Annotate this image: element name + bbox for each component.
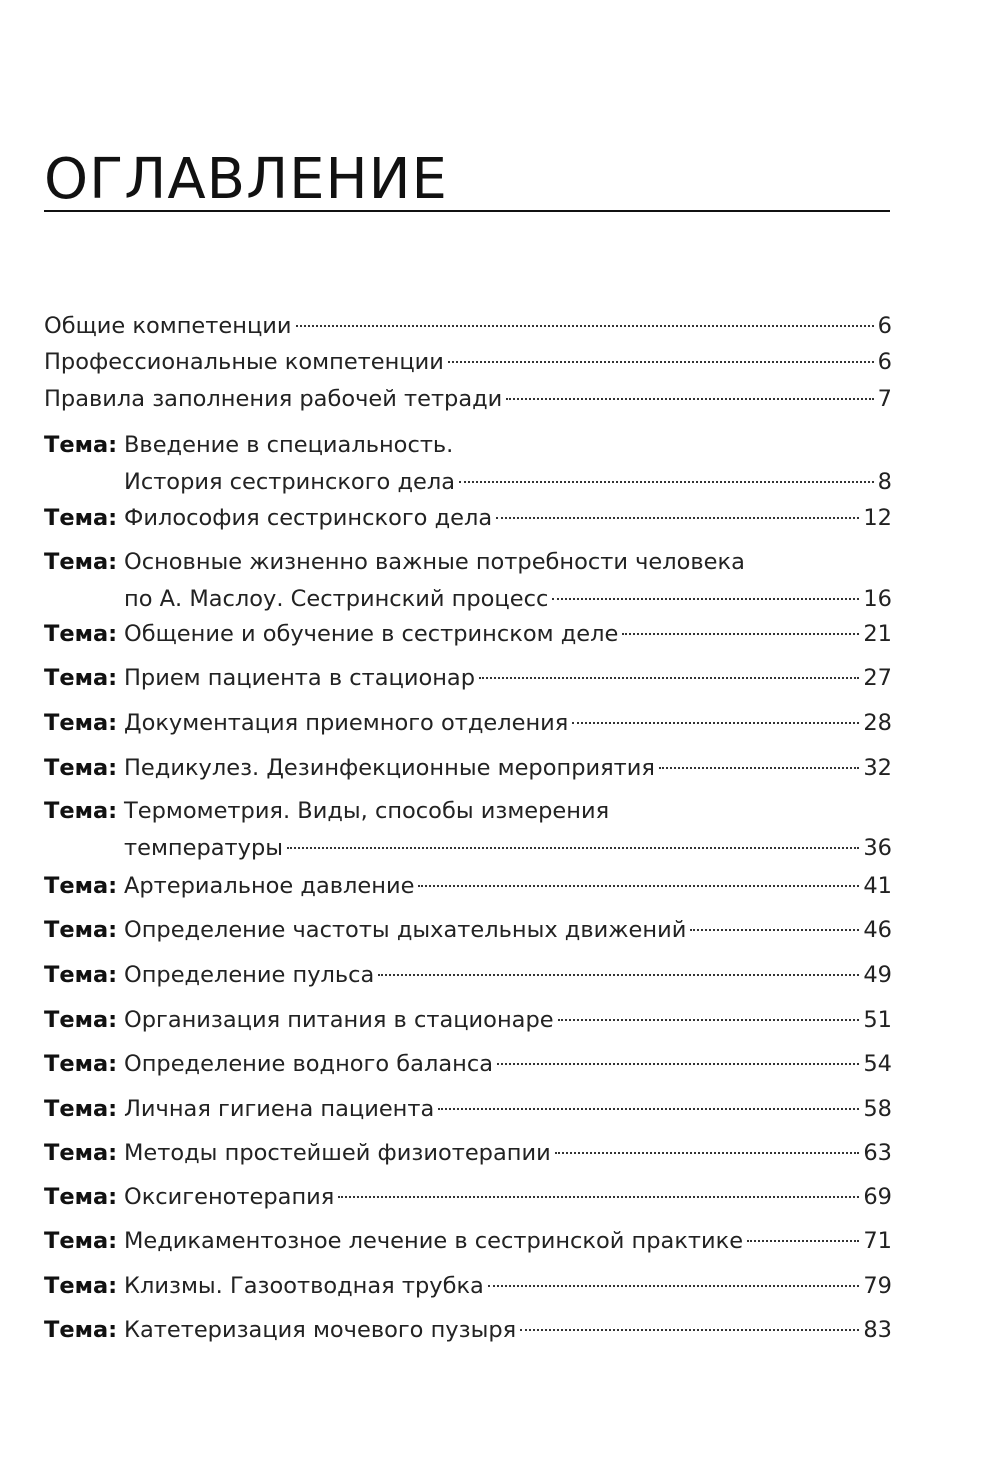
topic-label: Тема: <box>44 549 118 575</box>
toc-page-number: 63 <box>863 1140 892 1166</box>
toc-entry-title: Организация питания в стационаре <box>124 1007 554 1033</box>
toc-entry-title: Общие компетенции <box>44 313 292 339</box>
toc-page-number: 69 <box>863 1184 892 1210</box>
toc-page-number: 28 <box>863 710 892 736</box>
toc-page-number: 71 <box>863 1228 892 1254</box>
toc-entry-topic[interactable] <box>44 864 892 909</box>
toc-page-number: 79 <box>863 1273 892 1299</box>
toc-page-number: 32 <box>863 755 892 781</box>
toc-entry-title: Термометрия. Виды, способы измерения <box>124 798 610 824</box>
topic-label: Тема: <box>44 1317 118 1343</box>
dot-leader <box>690 928 859 931</box>
topic-label: Тема: <box>44 505 118 531</box>
toc-page-number: 49 <box>863 962 892 988</box>
toc-page-number: 46 <box>863 917 892 943</box>
toc-entry-title: Оксигенотерапия <box>124 1184 335 1210</box>
toc-entry-title-continued: температуры <box>124 835 284 861</box>
toc-entry-topic[interactable] <box>44 1175 892 1220</box>
topic-label: Тема: <box>44 755 118 781</box>
toc-entry-title: Определение водного баланса <box>124 1051 493 1077</box>
toc-entry-topic[interactable] <box>44 543 892 618</box>
dot-leader <box>296 324 874 327</box>
toc-entry-topic[interactable] <box>44 1308 892 1353</box>
dot-leader <box>488 1284 860 1287</box>
toc-page-number: 51 <box>863 1007 892 1033</box>
toc-entry-title-continued: по А. Маслоу. Сестринский процесс <box>124 586 549 612</box>
toc-entry-title: Введение в специальность. <box>124 432 454 458</box>
toc-entry-topic[interactable] <box>44 998 892 1043</box>
toc-entry-title: Педикулез. Дезинфекционные мероприятия <box>124 755 655 781</box>
dot-leader <box>659 766 859 769</box>
topic-label: Тема: <box>44 1051 118 1077</box>
toc-entry-topic[interactable] <box>44 908 892 953</box>
dot-leader <box>506 397 873 400</box>
topic-label: Тема: <box>44 1273 118 1299</box>
toc-page-number: 21 <box>863 621 892 647</box>
toc-entry-title: Общение и обучение в сестринском деле <box>124 621 619 647</box>
toc-entry-topic[interactable] <box>44 1131 892 1176</box>
toc-entry-topic[interactable] <box>44 612 892 657</box>
toc-entry-title: Основные жизненно важные потребности человека <box>124 549 745 575</box>
toc-entry-topic[interactable] <box>44 656 892 701</box>
topic-label: Тема: <box>44 710 118 736</box>
toc-entry-topic[interactable] <box>44 1264 892 1309</box>
topic-label: Тема: <box>44 1228 118 1254</box>
toc-entry-title: Документация приемного отделения <box>124 710 569 736</box>
toc-page-number: 8 <box>877 469 892 495</box>
toc-entry-title: Катетеризация мочевого пузыря <box>124 1317 517 1343</box>
dot-leader <box>438 1107 859 1110</box>
dot-leader <box>558 1018 860 1021</box>
toc-entry-title: Правила заполнения рабочей тетради <box>44 386 503 412</box>
toc-entry-topic[interactable] <box>44 1042 892 1087</box>
dot-leader <box>747 1239 859 1242</box>
page-title: ОГЛАВЛЕНИЕ <box>44 147 448 212</box>
dot-leader <box>418 884 859 887</box>
toc-entry-title: Методы простейшей физиотерапии <box>124 1140 551 1166</box>
topic-label: Тема: <box>44 621 118 647</box>
dot-leader <box>287 846 859 849</box>
dot-leader <box>552 597 859 600</box>
toc-page-number: 58 <box>863 1096 892 1122</box>
toc-page-number: 54 <box>863 1051 892 1077</box>
toc-entry-title: Прием пациента в стационар <box>124 665 475 691</box>
toc-entry-title: Личная гигиена пациента <box>124 1096 435 1122</box>
toc-page-number: 41 <box>863 873 892 899</box>
toc-entry-title: Определение частоты дыхательных движений <box>124 917 687 943</box>
toc-entry-topic[interactable] <box>44 496 892 541</box>
toc-page-number: 27 <box>863 665 892 691</box>
topic-label: Тема: <box>44 1140 118 1166</box>
toc-page-number: 6 <box>877 349 892 375</box>
topic-label: Тема: <box>44 798 118 824</box>
toc-page-number: 16 <box>863 586 892 612</box>
topic-label: Тема: <box>44 1096 118 1122</box>
dot-leader <box>378 973 859 976</box>
dot-leader <box>448 360 874 363</box>
toc-entry-title: Артериальное давление <box>124 873 415 899</box>
toc-entry-topic[interactable] <box>44 1087 892 1132</box>
dot-leader <box>520 1328 859 1331</box>
toc-entry-title: Клизмы. Газоотводная трубка <box>124 1273 484 1299</box>
toc-entry-title: Определение пульса <box>124 962 375 988</box>
dot-leader <box>338 1195 859 1198</box>
toc-entry-workbook-rules[interactable] <box>44 377 892 422</box>
toc-page-number: 36 <box>863 835 892 861</box>
toc-entry-topic[interactable] <box>44 746 892 791</box>
toc-entry-topic[interactable] <box>44 953 892 998</box>
topic-label: Тема: <box>44 1184 118 1210</box>
toc-entry-topic[interactable] <box>44 1219 892 1264</box>
dot-leader <box>622 632 859 635</box>
toc-entry-title: Философия сестринского дела <box>124 505 493 531</box>
toc-page-number: 6 <box>877 313 892 339</box>
dot-leader <box>479 676 859 679</box>
dot-leader <box>459 480 874 483</box>
toc-entry-title: Профессиональные компетенции <box>44 349 444 375</box>
toc-entry-title-continued: История сестринского дела <box>124 469 456 495</box>
topic-label: Тема: <box>44 1007 118 1033</box>
toc-entry-topic[interactable] <box>44 426 892 501</box>
toc-entry-title: Медикаментозное лечение в сестринской практике <box>124 1228 744 1254</box>
toc-page-number: 7 <box>877 386 892 412</box>
toc-page-number: 83 <box>863 1317 892 1343</box>
toc-page-number: 12 <box>863 505 892 531</box>
dot-leader <box>572 721 859 724</box>
toc-entry-topic[interactable] <box>44 792 892 867</box>
topic-label: Тема: <box>44 962 118 988</box>
topic-label: Тема: <box>44 873 118 899</box>
dot-leader <box>497 1062 859 1065</box>
topic-label: Тема: <box>44 665 118 691</box>
topic-label: Тема: <box>44 917 118 943</box>
toc-entry-topic[interactable] <box>44 701 892 746</box>
topic-label: Тема: <box>44 432 118 458</box>
dot-leader <box>496 516 859 519</box>
dot-leader <box>555 1151 860 1154</box>
